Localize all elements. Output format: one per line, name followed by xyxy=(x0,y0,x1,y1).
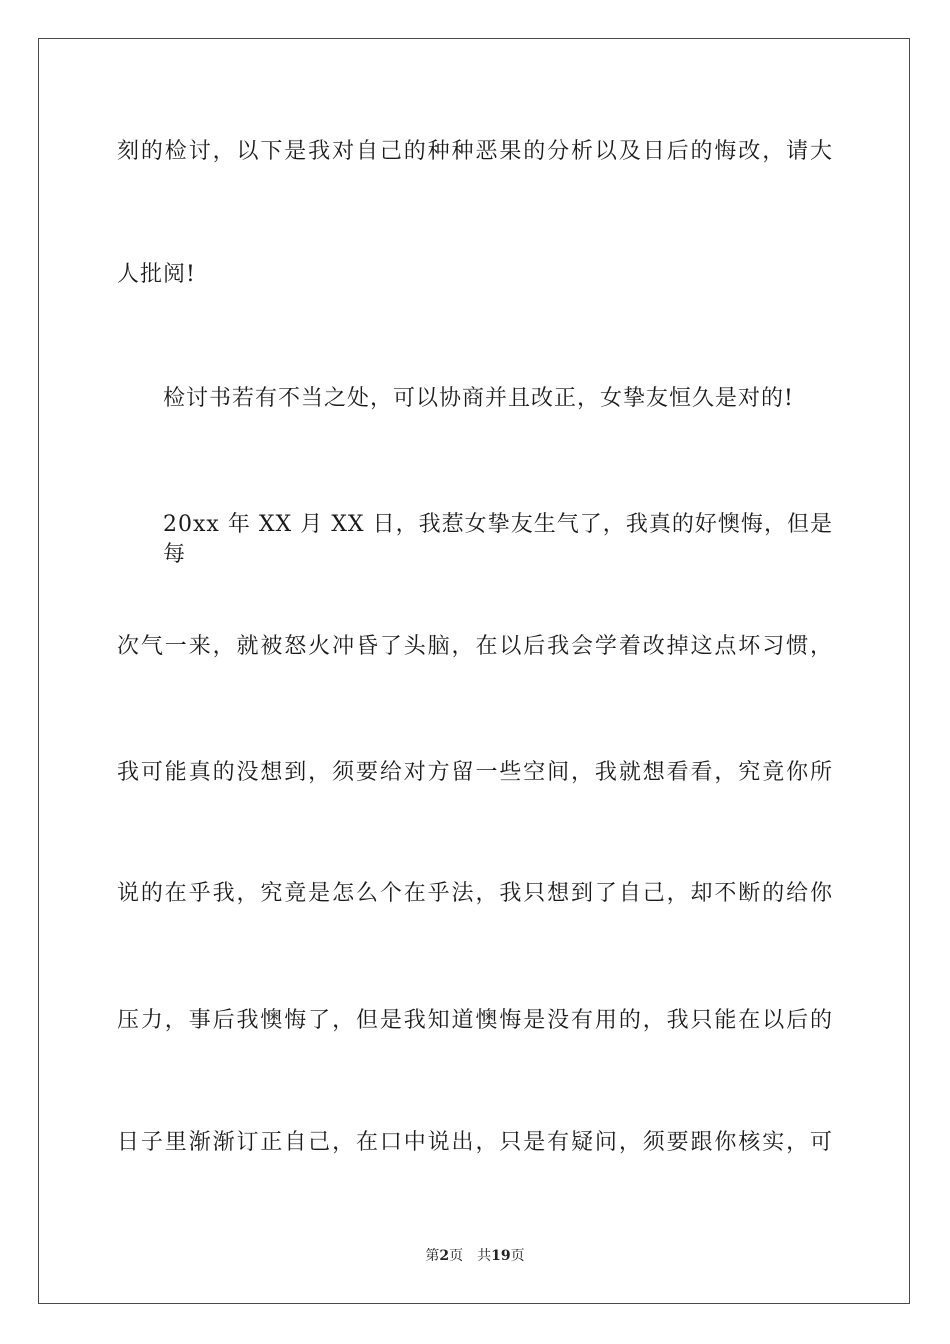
text-line-1: 刻的检讨，以下是我对自己的种种恶果的分析以及日后的悔改，请大 xyxy=(117,139,833,164)
total-pages: 19 xyxy=(491,1248,511,1264)
text-line-5: 次气一来，就被怒火冲昏了头脑，在以后我会学着改掉这点坏习惯， xyxy=(117,634,833,659)
page-footer xyxy=(0,1246,950,1266)
text-line-4: 20xx 年 XX 月 XX 日，我惹女挚友生气了，我真的好懊悔，但是每 xyxy=(163,512,833,567)
text-line-7: 说的在乎我，究竟是怎么个在乎法，我只想到了自己，却不断的给你 xyxy=(117,881,833,906)
page-prefix: 第 xyxy=(425,1248,440,1264)
total-suffix: 页 xyxy=(510,1248,525,1264)
text-line-6: 我可能真的没想到，须要给对方留一些空间，我就想看看，究竟你所 xyxy=(117,760,833,785)
page-border xyxy=(38,38,910,1304)
text-line-2: 人批阅! xyxy=(117,262,196,287)
total-prefix: 共 xyxy=(477,1248,492,1264)
text-line-8: 压力，事后我懊悔了，但是我知道懊悔是没有用的，我只能在以后的 xyxy=(117,1008,833,1033)
text-line-3: 检讨书若有不当之处，可以协商并且改正，女挚友恒久是对的! xyxy=(163,386,794,411)
page-number: 2 xyxy=(439,1248,450,1264)
page-suffix: 页 xyxy=(449,1248,464,1264)
text-line-9: 日子里渐渐订正自己，在口中说出，只是有疑问，须要跟你核实，可 xyxy=(117,1130,833,1155)
